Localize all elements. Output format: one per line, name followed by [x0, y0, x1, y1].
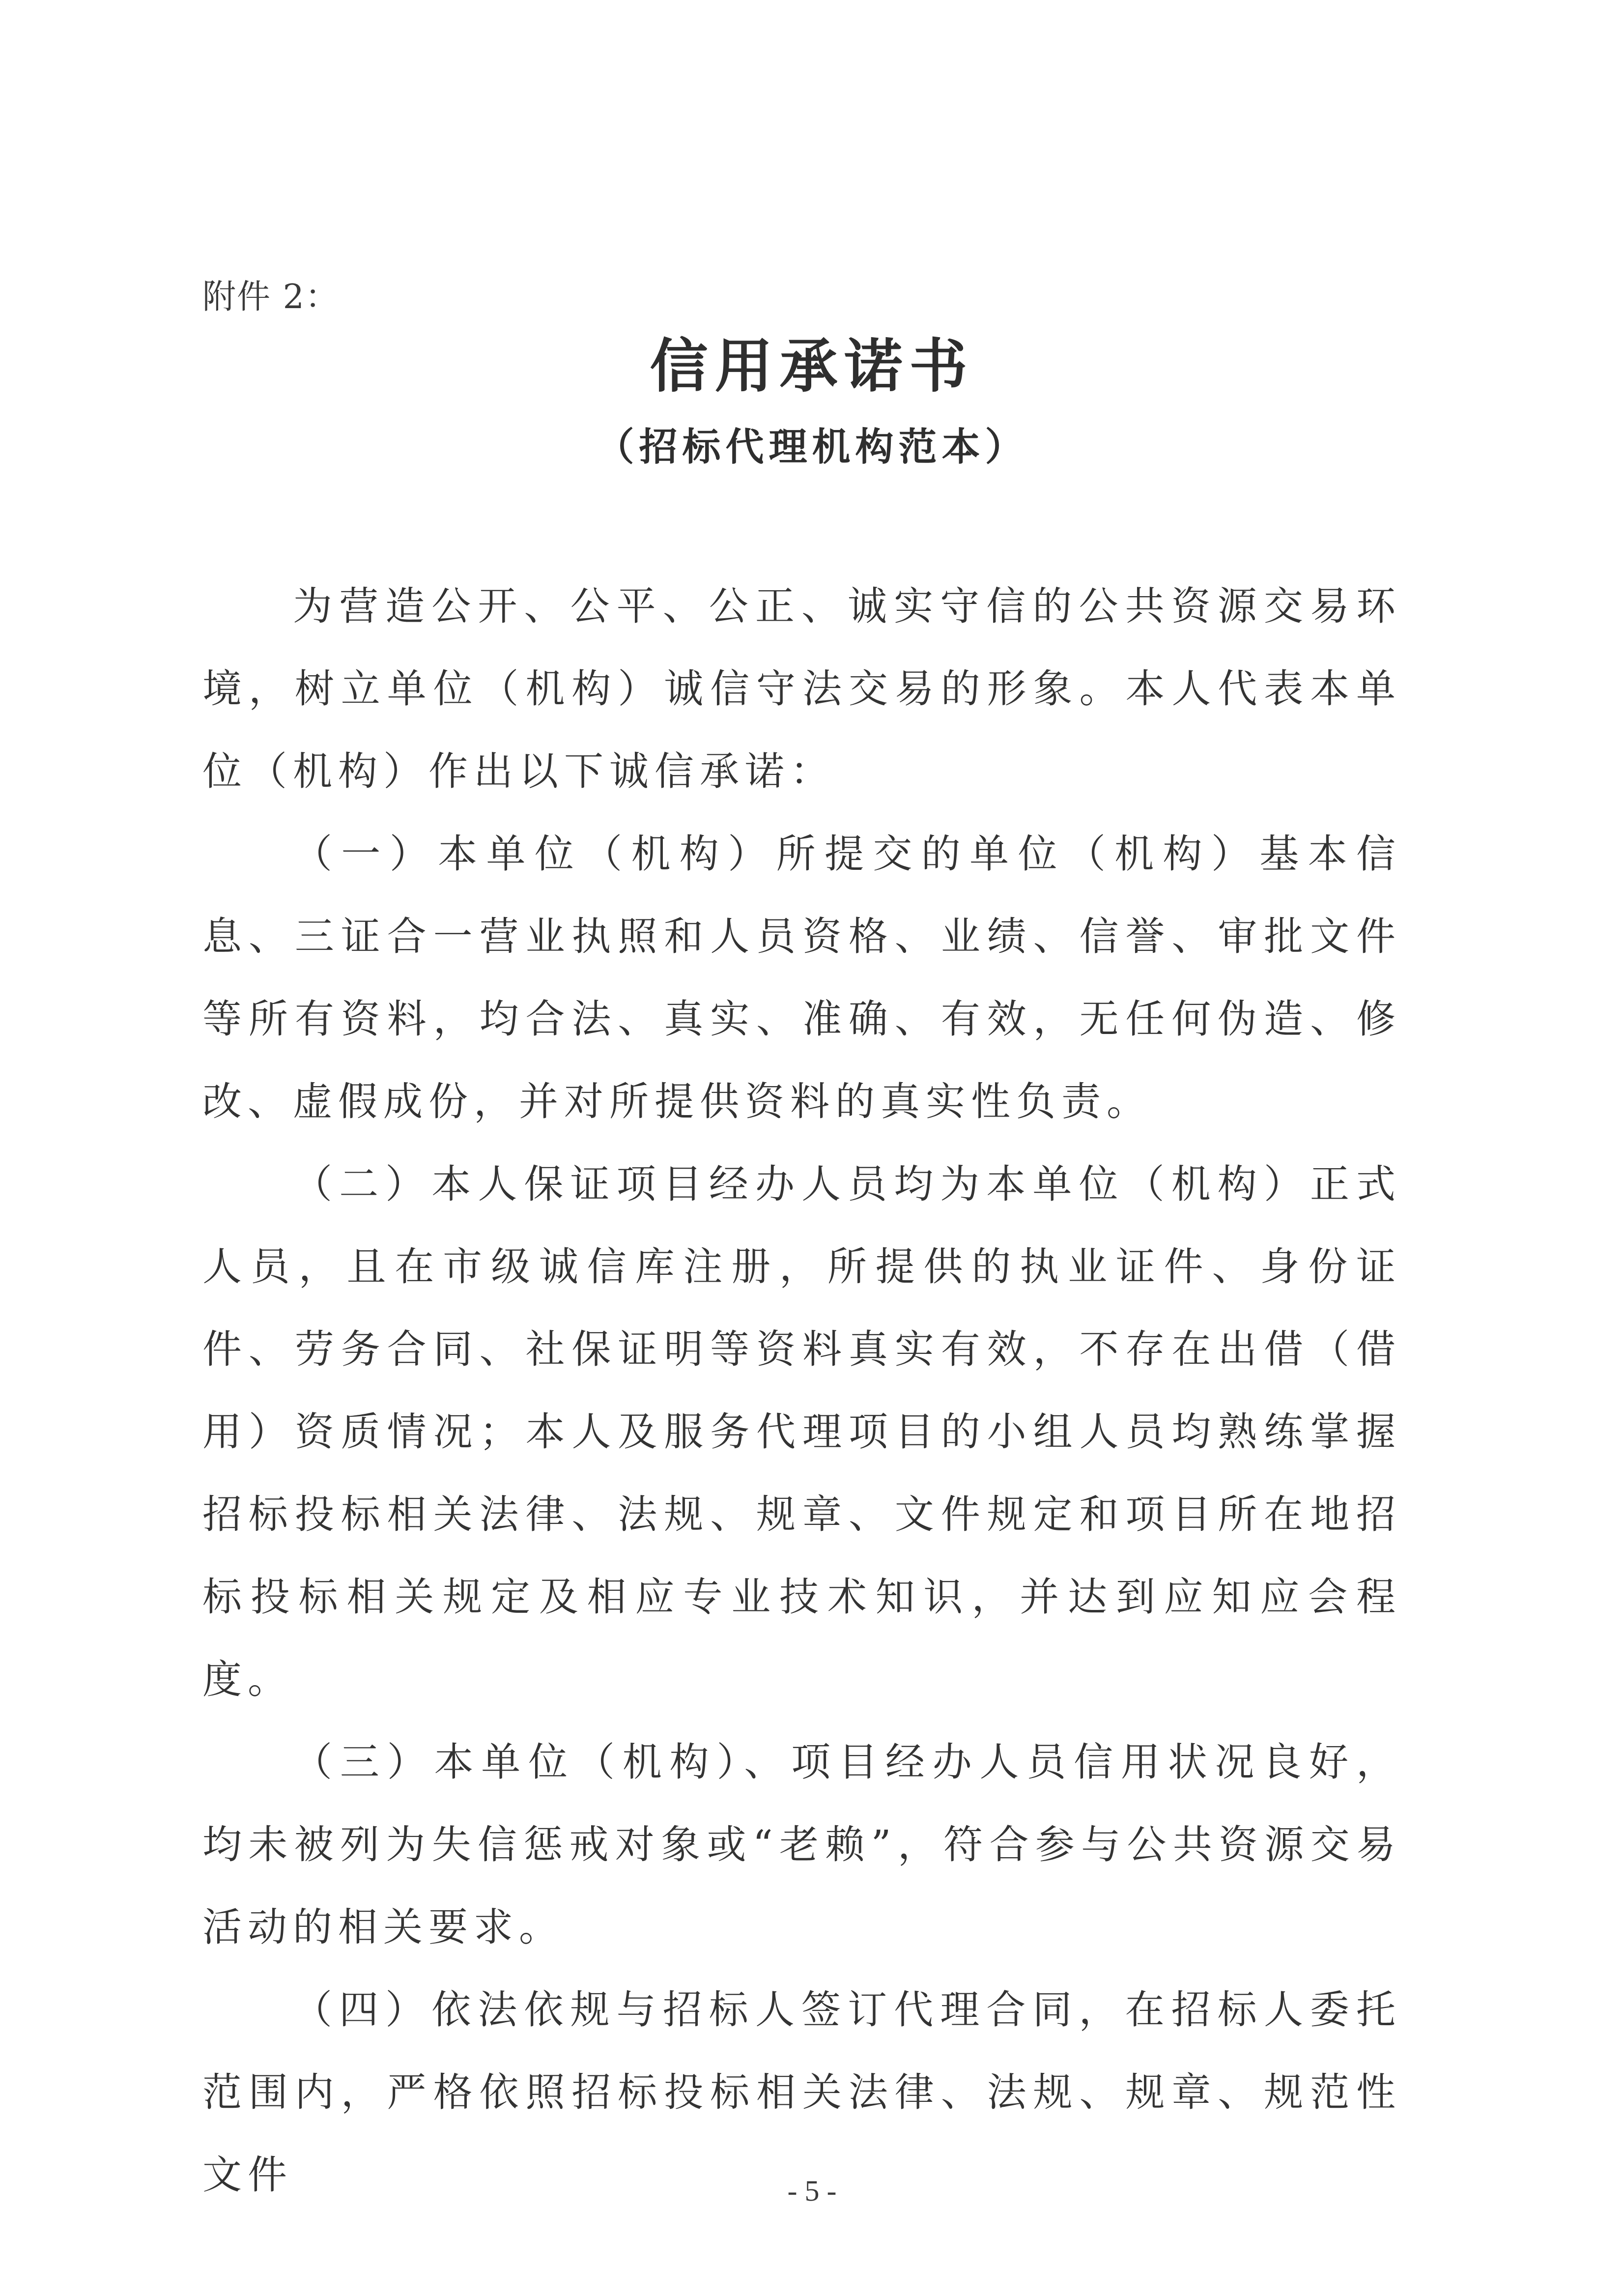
paragraph-clause-2: （二）本人保证项目经办人员均为本单位（机构）正式人员，且在市级诚信库注册，所提供的执业证件、身份证件、劳务合同、社保证明等资料真实有效，不存在出借（借用）资质情况；本人及服务代理项目的小组人员均熟练掌握招标投标相关法律、法规、规章、文件规定和项目所在地招标投标相关规定及相应专业技术知识，并达到应知应会程度。 — [202, 1161, 1401, 1702]
document-body — [202, 565, 1401, 2216]
document-title: 信用承诺书 — [650, 332, 974, 400]
attachment-label: 附件 2： — [202, 278, 340, 316]
document-subtitle: （招标代理机构范本） — [596, 425, 1028, 469]
paragraph-clause-4: （四）依法依规与招标人签订代理合同，在招标人委托范围内，严格依照招标投标相关法律、法规、规章、规范性文件 — [202, 1987, 1401, 2198]
paragraph-clause-3: （三）本单位（机构）、项目经办人员信用状况良好，均未被列为失信惩戒对象或“老赖”，符合参与公共资源交易活动的相关要求。 — [202, 1739, 1401, 1950]
page-number: - 5 - — [787, 2175, 837, 2207]
paragraph-intro: 为营造公开、公平、公正、诚实守信的公共资源交易环境，树立单位（机构）诚信守法交易的形象。本人代表本单位（机构）作出以下诚信承诺： — [202, 583, 1401, 794]
paragraph-clause-1: （一）本单位（机构）所提交的单位（机构）基本信息、三证合一营业执照和人员资格、业绩、信誉、审批文件等所有资料，均合法、真实、准确、有效，无任何伪造、修改、虚假成份，并对所提供资料的真实性负责。 — [202, 831, 1401, 1124]
